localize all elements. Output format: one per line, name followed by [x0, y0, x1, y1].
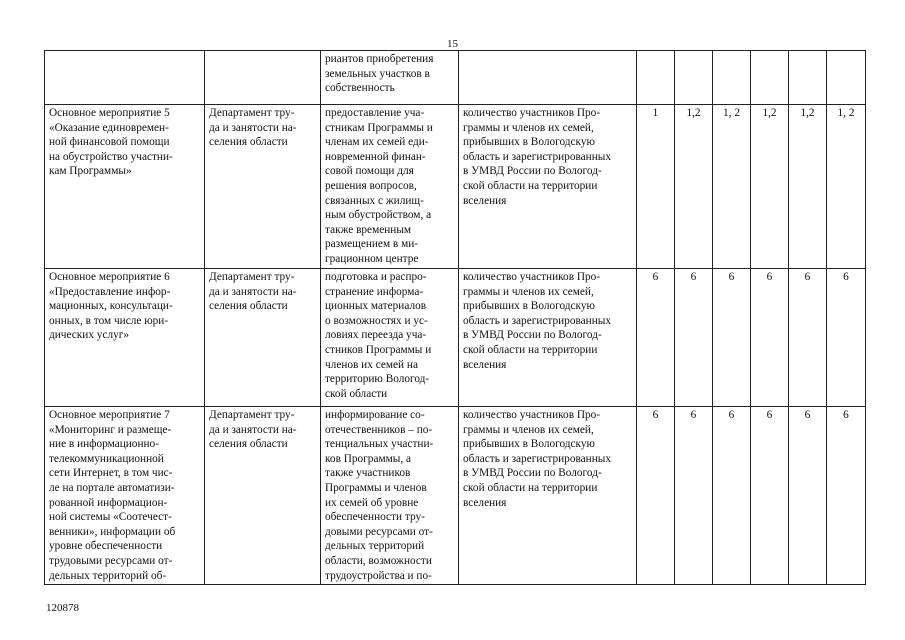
- page-number: 15: [447, 38, 458, 50]
- value-cell: [713, 51, 751, 105]
- value-cell: 6: [827, 407, 866, 585]
- value-cell: 1,2: [675, 105, 713, 269]
- document-code: 120878: [46, 602, 79, 614]
- event-cell: [45, 105, 205, 269]
- value-cell: 1, 2: [827, 105, 866, 269]
- value-cell: 6: [713, 407, 751, 585]
- content-cell: [321, 105, 459, 269]
- value-cell: 6: [751, 269, 789, 407]
- value-cell: 1,2: [751, 105, 789, 269]
- indicator-cell: [459, 269, 637, 407]
- value-cell: 1, 2: [713, 105, 751, 269]
- responsible-cell: [205, 269, 321, 407]
- content-cell: [321, 269, 459, 407]
- value-cell: [675, 51, 713, 105]
- indicator-cell: [459, 51, 637, 105]
- content-cell-text: подготовка и распро- странение информа- ционных материалов о возможностях и ус- ловиях переезда уча- стников Программы и членов их семей на территорию Вологод- ской области: [325, 271, 432, 400]
- value-cell: [827, 51, 866, 105]
- table-row: [45, 407, 866, 585]
- indicator-cell-text: количество участников Про- граммы и членов их семей, прибывших в Вологодскую область и зарегистрированных в УМВД России по Вологод- ской области на территории вселения: [463, 107, 611, 207]
- content-cell-text: информирование со- отечественников – по- тенциальных участни- ков Программы, а также участников Программы и членов их семей об уровне обеспеченности тру- довыми ресурсами от- дельных территорий области, возможности трудоустройства и по-: [325, 409, 434, 582]
- value-cell: 1: [637, 105, 675, 269]
- responsible-cell: [205, 105, 321, 269]
- value-cell: 6: [751, 407, 789, 585]
- responsible-cell: [205, 407, 321, 585]
- measures-table: [44, 50, 866, 585]
- value-cell: 6: [789, 269, 827, 407]
- value-cell: [637, 51, 675, 105]
- event-cell: [45, 269, 205, 407]
- event-cell: [45, 407, 205, 585]
- event-cell: [45, 51, 205, 105]
- indicator-cell-text: количество участников Про- граммы и членов их семей, прибывших в Вологодскую область и зарегистрированных в УМВД России по Вологод- ской области на территории вселения: [463, 409, 611, 509]
- value-cell: [751, 51, 789, 105]
- value-cell: 6: [675, 269, 713, 407]
- content-cell: [321, 407, 459, 585]
- content-cell-text: риантов приобретения земельных участков в собственность: [325, 53, 434, 95]
- event-cell-text: Основное мероприятие 7 «Мониторинг и размеще- ние в информационно- телекоммуникационной сети Интернет, в том чис- ле на портале автоматизи- рованной информацион- ной системы «Соотечест- венники», информации об уровне обеспеченности трудовыми ресурсами от- дельных территорий об-: [49, 409, 176, 582]
- table-row: [45, 105, 866, 269]
- indicator-cell: [459, 105, 637, 269]
- value-cell: 6: [637, 269, 675, 407]
- table-row: [45, 269, 866, 407]
- responsible-cell: [205, 51, 321, 105]
- responsible-cell-text: Департамент тру- да и занятости на- селения области: [209, 107, 297, 149]
- event-cell-text: Основное мероприятие 5 «Оказание единовремен- ной финансовой помощи на обустройство участни- кам Программы»: [49, 107, 173, 178]
- value-cell: 6: [675, 407, 713, 585]
- responsible-cell-text: Департамент тру- да и занятости на- селения области: [209, 271, 297, 313]
- content-cell: [321, 51, 459, 105]
- responsible-cell-text: Департамент тру- да и занятости на- селения области: [209, 409, 297, 451]
- indicator-cell-text: количество участников Про- граммы и членов их семей, прибывших в Вологодскую область и зарегистрированных в УМВД России по Вологод- ской области на территории вселения: [463, 271, 611, 371]
- indicator-cell: [459, 407, 637, 585]
- value-cell: 1,2: [789, 105, 827, 269]
- value-cell: 6: [789, 407, 827, 585]
- value-cell: [789, 51, 827, 105]
- table-row: [45, 51, 866, 105]
- value-cell: 6: [713, 269, 751, 407]
- event-cell-text: Основное мероприятие 6 «Предоставление инфор- мационных, консультаци- онных, в том числе юри- дических услуг»: [49, 271, 173, 342]
- value-cell: 6: [827, 269, 866, 407]
- value-cell: 6: [637, 407, 675, 585]
- table-body: [45, 51, 866, 585]
- content-cell-text: предоставление уча- стникам Программы и членам их семей еди- новременной финан- совой помощи для решения вопросов, связанных с жилищ- ным обустройством, а также временным размещением в ми- грационном центре: [325, 107, 433, 265]
